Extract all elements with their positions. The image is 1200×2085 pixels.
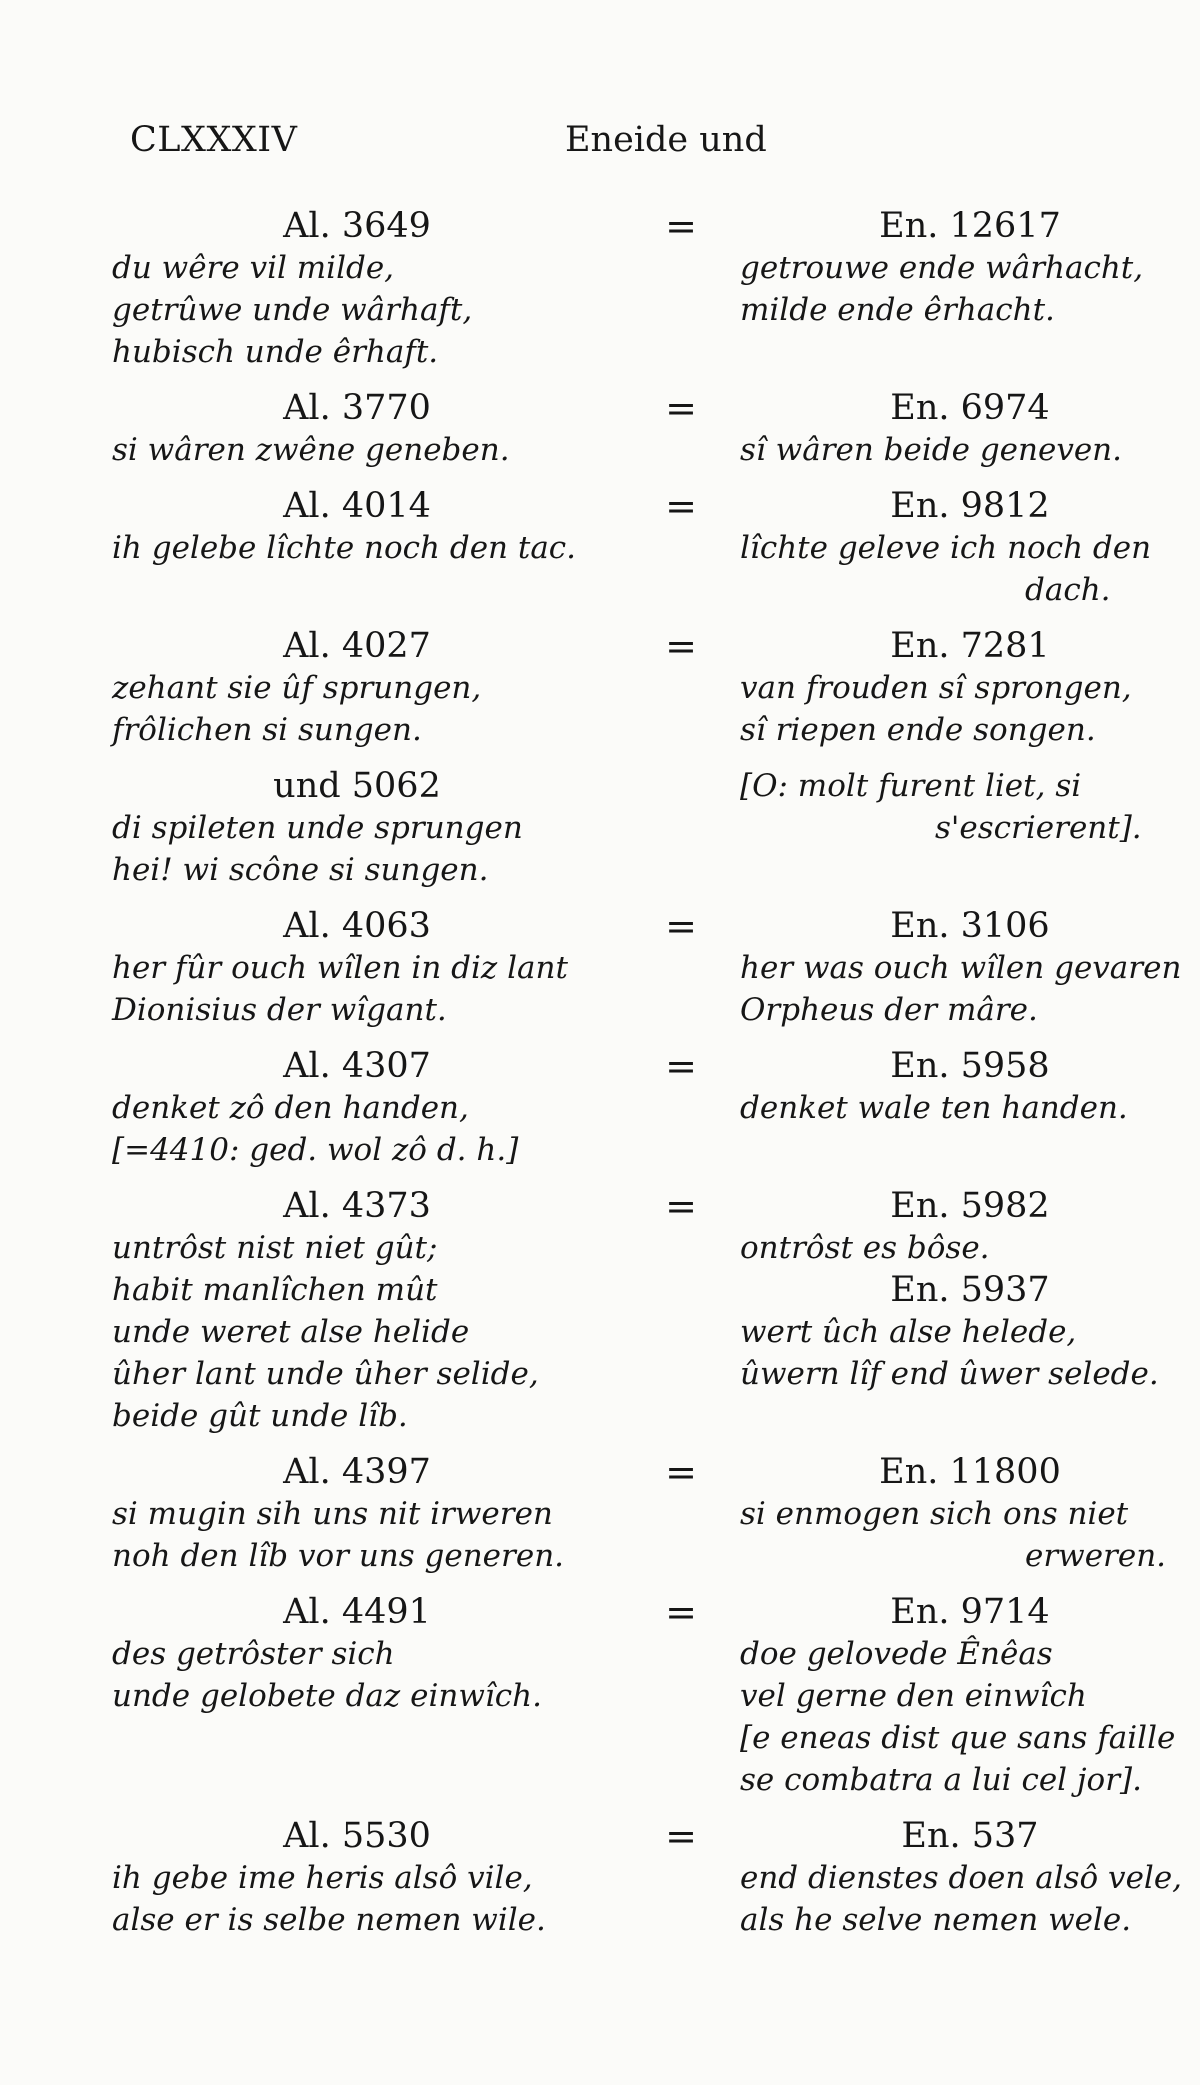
alexander-passage <box>112 1591 622 1801</box>
equals-sign: = <box>665 1184 697 1228</box>
verse-pair <box>0 485 1200 611</box>
right-verse-line: end dienstes doen alsô vele, <box>740 1860 1183 1896</box>
left-reference: und 5062 <box>273 766 441 806</box>
equals-sign <box>622 765 740 891</box>
right-reference: En. 3106 <box>890 906 1050 946</box>
left-verse-line: ih gebe ime heris alsô vile, <box>112 1860 533 1896</box>
equals-sign: = <box>665 1044 697 1088</box>
left-verse-line: zehant sie ûf sprungen, <box>112 670 482 706</box>
right-reference: En. 9714 <box>890 1592 1050 1632</box>
left-reference: Al. 3770 <box>283 388 431 428</box>
eneide-passage <box>740 1591 1200 1801</box>
equals-sign: = <box>665 904 697 948</box>
left-verse-line: ûher lant unde ûher selide, <box>112 1356 539 1392</box>
eneide-passage <box>740 205 1200 373</box>
right-verse-line: dach. <box>1025 572 1111 608</box>
page-header <box>0 120 1200 170</box>
old-french-line: s'escrierent]. <box>935 810 1142 846</box>
left-verse-line: untrôst nist niet gût; <box>112 1230 438 1266</box>
verse-pair <box>0 1591 1200 1801</box>
right-reference: En. 7281 <box>890 626 1050 666</box>
eneide-passage <box>740 1451 1200 1577</box>
running-title: Eneide und <box>565 120 767 160</box>
left-reference: Al. 4373 <box>283 1186 431 1226</box>
eneide-passage <box>740 625 1200 751</box>
eneide-passage <box>740 485 1200 611</box>
old-french-line: se combatra a lui cel jor]. <box>740 1762 1142 1798</box>
eneide-passage <box>740 765 1200 891</box>
right-reference: En. 5958 <box>890 1046 1050 1086</box>
verse-pair <box>0 205 1200 373</box>
verse-pair <box>0 625 1200 751</box>
left-verse-line: noh den lîb vor uns generen. <box>112 1538 565 1574</box>
alexander-passage <box>112 905 622 1031</box>
page-number: CLXXXIV <box>130 120 298 160</box>
verse-pair <box>0 1815 1200 1941</box>
alexander-passage <box>112 205 622 373</box>
left-verse-line: habit manlîchen mût <box>112 1272 438 1308</box>
right-reference-secondary: En. 5937 <box>890 1270 1050 1310</box>
left-reference: Al. 5530 <box>283 1816 431 1856</box>
equals-sign: = <box>665 386 697 430</box>
left-verse-line: des getrôster sich <box>112 1636 395 1672</box>
verse-pair <box>0 1185 1200 1437</box>
left-verse-line: unde gelobete daz einwîch. <box>112 1678 542 1714</box>
alexander-passage <box>112 387 622 471</box>
left-verse-line: si mugin sih uns nit irweren <box>112 1496 553 1532</box>
equals-sign: = <box>665 1814 697 1858</box>
right-reference: En. 12617 <box>879 206 1061 246</box>
left-verse-line: unde weret alse helide <box>112 1314 470 1350</box>
verse-pair <box>0 765 1200 891</box>
equals-sign: = <box>665 1590 697 1634</box>
alexander-passage <box>112 485 622 611</box>
right-verse-line: sî riepen ende songen. <box>740 712 1096 748</box>
right-verse-line: lîchte geleve ich noch den <box>740 530 1152 566</box>
left-verse-line: getrûwe unde wârhaft, <box>112 292 473 328</box>
alexander-passage <box>112 1045 622 1171</box>
left-verse-line: Dionisius der wîgant. <box>112 992 447 1028</box>
equals-sign: = <box>665 624 697 668</box>
verse-pair <box>0 1451 1200 1577</box>
eneide-passage <box>740 1185 1200 1437</box>
left-verse-line: di spileten unde sprungen <box>112 810 523 846</box>
right-verse-line: Orpheus der mâre. <box>740 992 1038 1028</box>
verse-pair <box>0 387 1200 471</box>
right-verse-line: als he selve nemen wele. <box>740 1902 1132 1938</box>
left-verse-line: alse er is selbe nemen wile. <box>112 1902 546 1938</box>
alexander-passage <box>112 1185 622 1437</box>
left-verse-line: ih gelebe lîchte noch den tac. <box>112 530 577 566</box>
left-reference: Al. 4027 <box>283 626 431 666</box>
right-verse-line: ûwern lîf end ûwer selede. <box>740 1356 1159 1392</box>
left-verse-line: [=4410: ged. wol zô d. h.] <box>112 1132 519 1168</box>
right-reference: En. 6974 <box>890 388 1050 428</box>
left-verse-line: hubisch unde êrhaft. <box>112 334 439 370</box>
right-verse-line: her was ouch wîlen gevaren <box>740 950 1182 986</box>
right-reference: En. 5982 <box>890 1186 1050 1226</box>
left-verse-line: her fûr ouch wîlen in diz lant <box>112 950 568 986</box>
left-verse-line: hei! wi scône si sungen. <box>112 852 489 888</box>
left-verse-line: beide gût unde lîb. <box>112 1398 408 1434</box>
old-french-line: [e eneas dist que sans faille <box>740 1720 1176 1756</box>
right-verse-line: vel gerne den einwîch <box>740 1678 1087 1714</box>
alexander-passage <box>112 1815 622 1941</box>
alexander-passage <box>112 625 622 751</box>
right-verse-line: sî wâren beide geneven. <box>740 432 1123 468</box>
old-french-line: [O: molt furent liet, si <box>740 768 1082 804</box>
right-reference: En. 11800 <box>879 1452 1061 1492</box>
left-reference: Al. 4014 <box>283 486 431 526</box>
eneide-passage <box>740 1045 1200 1171</box>
verse-pair <box>0 905 1200 1031</box>
right-verse-line: van frouden sî sprongen, <box>740 670 1132 706</box>
left-reference: Al. 3649 <box>283 206 431 246</box>
parallel-verse-list <box>0 205 1200 1955</box>
right-verse-line: milde ende êrhacht. <box>740 292 1055 328</box>
equals-sign: = <box>665 204 697 248</box>
right-verse-line: wert ûch alse helede, <box>740 1314 1077 1350</box>
right-verse-line: si enmogen sich ons niet <box>740 1496 1129 1532</box>
right-verse-line: erweren. <box>1025 1538 1167 1574</box>
right-reference: En. 9812 <box>890 486 1050 526</box>
right-verse-line: denket wale ten handen. <box>740 1090 1128 1126</box>
left-reference: Al. 4491 <box>283 1592 431 1632</box>
equals-sign: = <box>665 484 697 528</box>
right-verse-line: ontrôst es bôse. <box>740 1230 990 1266</box>
left-verse-line: si wâren zwêne geneben. <box>112 432 510 468</box>
left-verse-line: denket zô den handen, <box>112 1090 469 1126</box>
eneide-passage <box>740 387 1200 471</box>
left-verse-line: frôlichen si sungen. <box>112 712 422 748</box>
alexander-passage <box>112 1451 622 1577</box>
alexander-passage <box>112 765 622 891</box>
right-verse-line: getrouwe ende wârhacht, <box>740 250 1144 286</box>
left-reference: Al. 4063 <box>283 906 431 946</box>
eneide-passage <box>740 1815 1200 1941</box>
left-verse-line: du wêre vil milde, <box>112 250 395 286</box>
right-verse-line: doe gelovede Ênêas <box>740 1636 1053 1672</box>
left-reference: Al. 4397 <box>283 1452 431 1492</box>
equals-sign: = <box>665 1450 697 1494</box>
eneide-passage <box>740 905 1200 1031</box>
right-reference: En. 537 <box>901 1816 1039 1856</box>
left-reference: Al. 4307 <box>283 1046 431 1086</box>
verse-pair <box>0 1045 1200 1171</box>
